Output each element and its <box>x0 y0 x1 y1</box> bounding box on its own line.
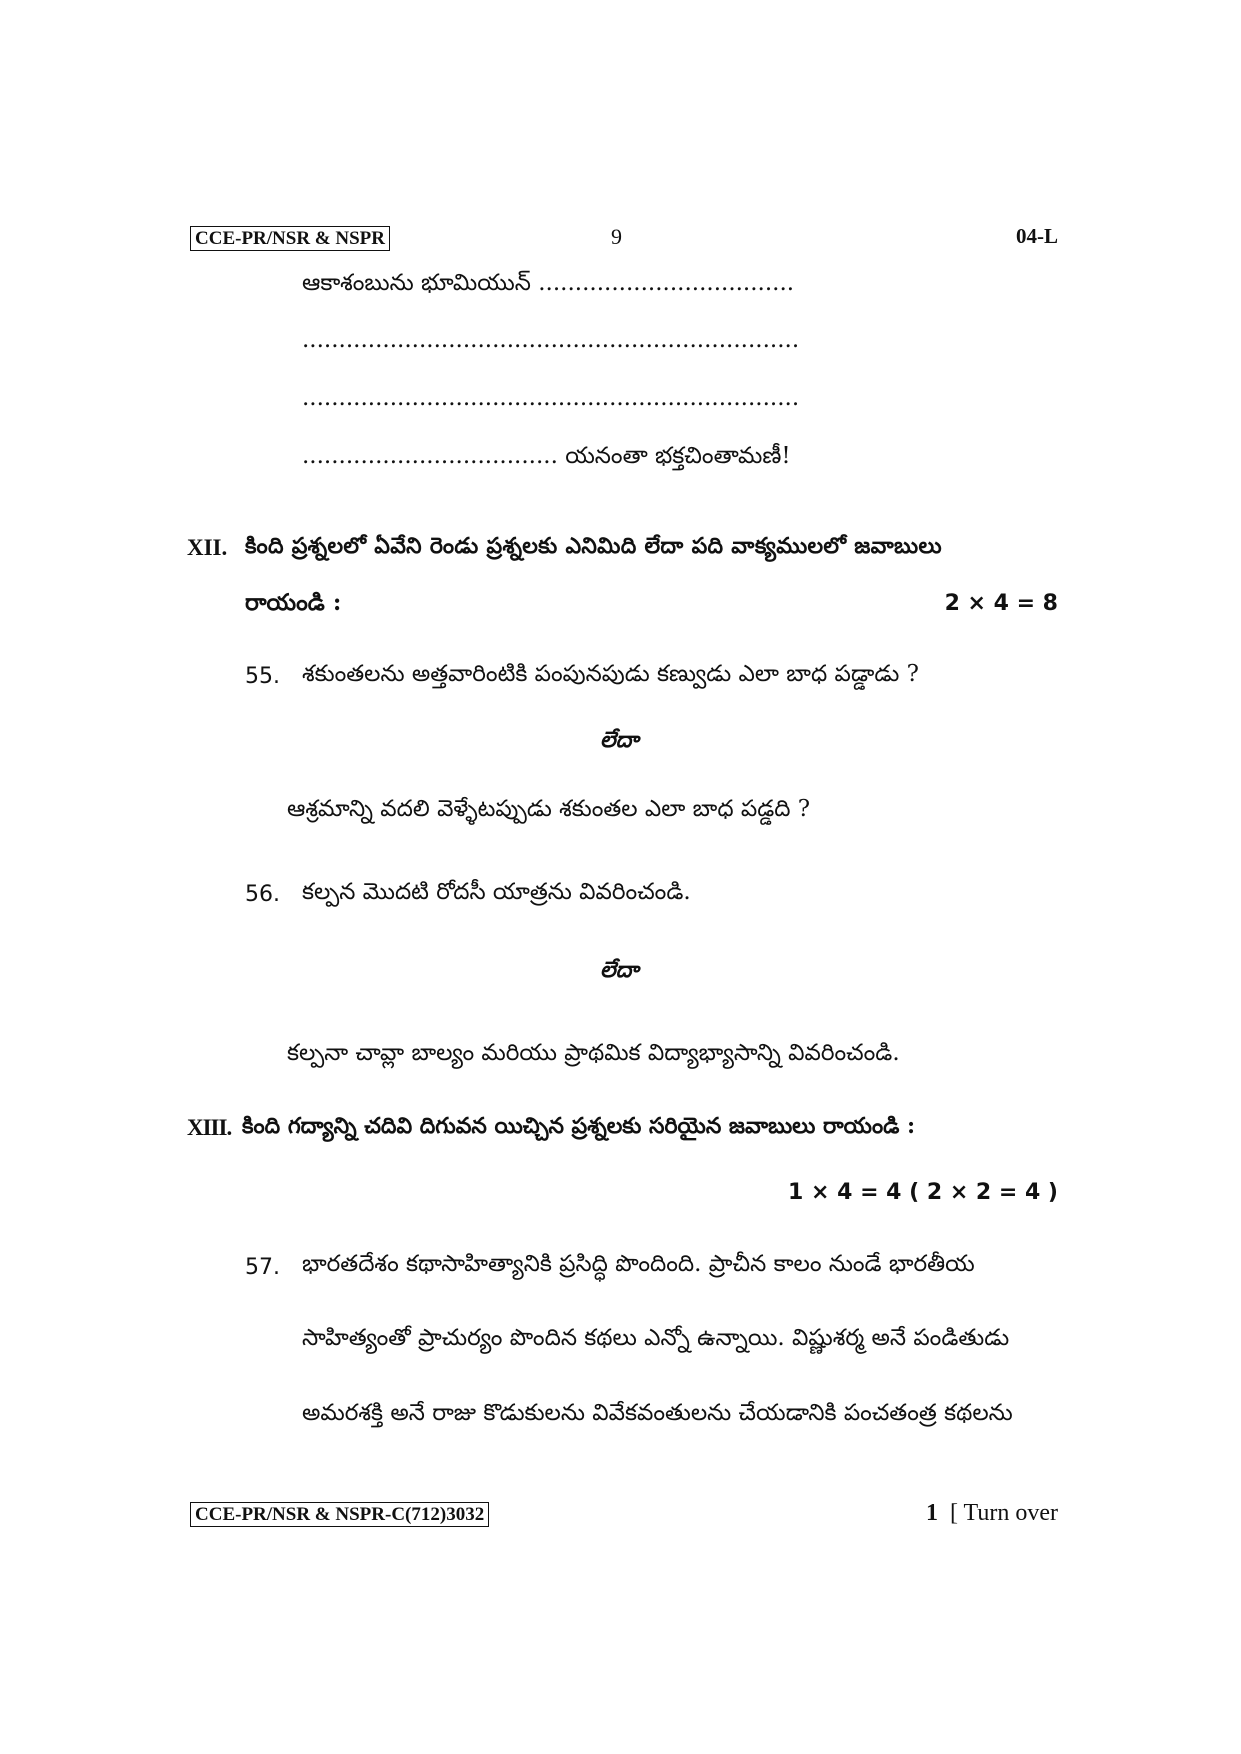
question-55-text: శకుంతలను అత్తవారింటికి పంపునపుడు కణ్వుడు ఎలా బాధ పడ్డాడు ? <box>302 661 919 687</box>
or-label-2: లేదా <box>600 957 639 983</box>
paper-code: 04-L <box>1016 224 1058 248</box>
poem-line-2: .................................................................... <box>302 327 800 353</box>
poem-line-1: ఆకాశంబును భూమియున్ ................................... <box>302 270 795 296</box>
header-code: CCE-PR/NSR & NSPR <box>190 226 390 251</box>
section-xiii-marks: 1 × 4 = 4 ( 2 × 2 = 4 ) <box>788 1180 1058 1205</box>
footer-page-number: 1 <box>925 1500 938 1526</box>
section-xii-numeral: XII. <box>187 535 228 560</box>
section-xiii-instruction: కింది గద్యాన్ని చదివి దిగువన యిచ్చిన ప్రశ్నలకు సరియైన జవాబులు రాయండి : <box>242 1113 916 1139</box>
question-56-number: 56. <box>245 882 280 907</box>
question-56-alternative: కల్పనా చావ్లా బాల్యం మరియు ప్రాథమిక విద్యాభ్యాసాన్ని వివరించండి. <box>287 1040 900 1066</box>
section-xii-marks: 2 × 4 = 8 <box>944 591 1058 616</box>
page-number: 9 <box>611 224 622 249</box>
question-57-line-3: అమరశక్తి అనే రాజు కొడుకులను వివేకవంతులను చేయడానికి పంచతంత్ర కథలను <box>302 1400 1013 1426</box>
question-57-line-2: సాహిత్యంతో ప్రాచుర్యం పొందిన కథలు ఎన్నో ఉన్నాయి. విష్ణుశర్మ అనే పండితుడు <box>302 1325 1010 1351</box>
section-xii-instruction-line-1: కింది ప్రశ్నలలో ఏవేని రెండు ప్రశ్నలకు ఎనిమిది లేదా పది వాక్యములలో జవాబులు <box>245 533 942 559</box>
question-55-alternative: ఆశ్రమాన్ని వదలి వెళ్ళేటప్పుడు శకుంతల ఎలా బాధ పడ్డది ? <box>287 796 811 822</box>
footer-code: CCE-PR/NSR & NSPR-C(712)3032 <box>190 1502 489 1527</box>
poem-line-4: ................................... యనంతా భక్తచింతామణీ! <box>302 443 791 469</box>
question-57-number: 57. <box>245 1255 280 1280</box>
question-57-line-1: భారతదేశం కథాసాహిత్యానికి ప్రసిద్ధి పొందింది. ప్రాచీన కాలం నుండే భారతీయ <box>302 1251 975 1277</box>
or-label-1: లేదా <box>600 727 639 753</box>
turn-over <box>926 1500 1058 1527</box>
poem-line-3: .................................................................... <box>302 385 800 411</box>
question-55-number: 55. <box>245 664 280 689</box>
section-xiii-numeral: XIII. <box>187 1115 232 1140</box>
section-xii-instruction-line-2: రాయండి : <box>245 589 342 616</box>
turn-over-label: [ Turn over <box>949 1500 1058 1526</box>
question-56-text: కల్పన మొదటి రోదసీ యాత్రను వివరించండి. <box>302 879 691 905</box>
